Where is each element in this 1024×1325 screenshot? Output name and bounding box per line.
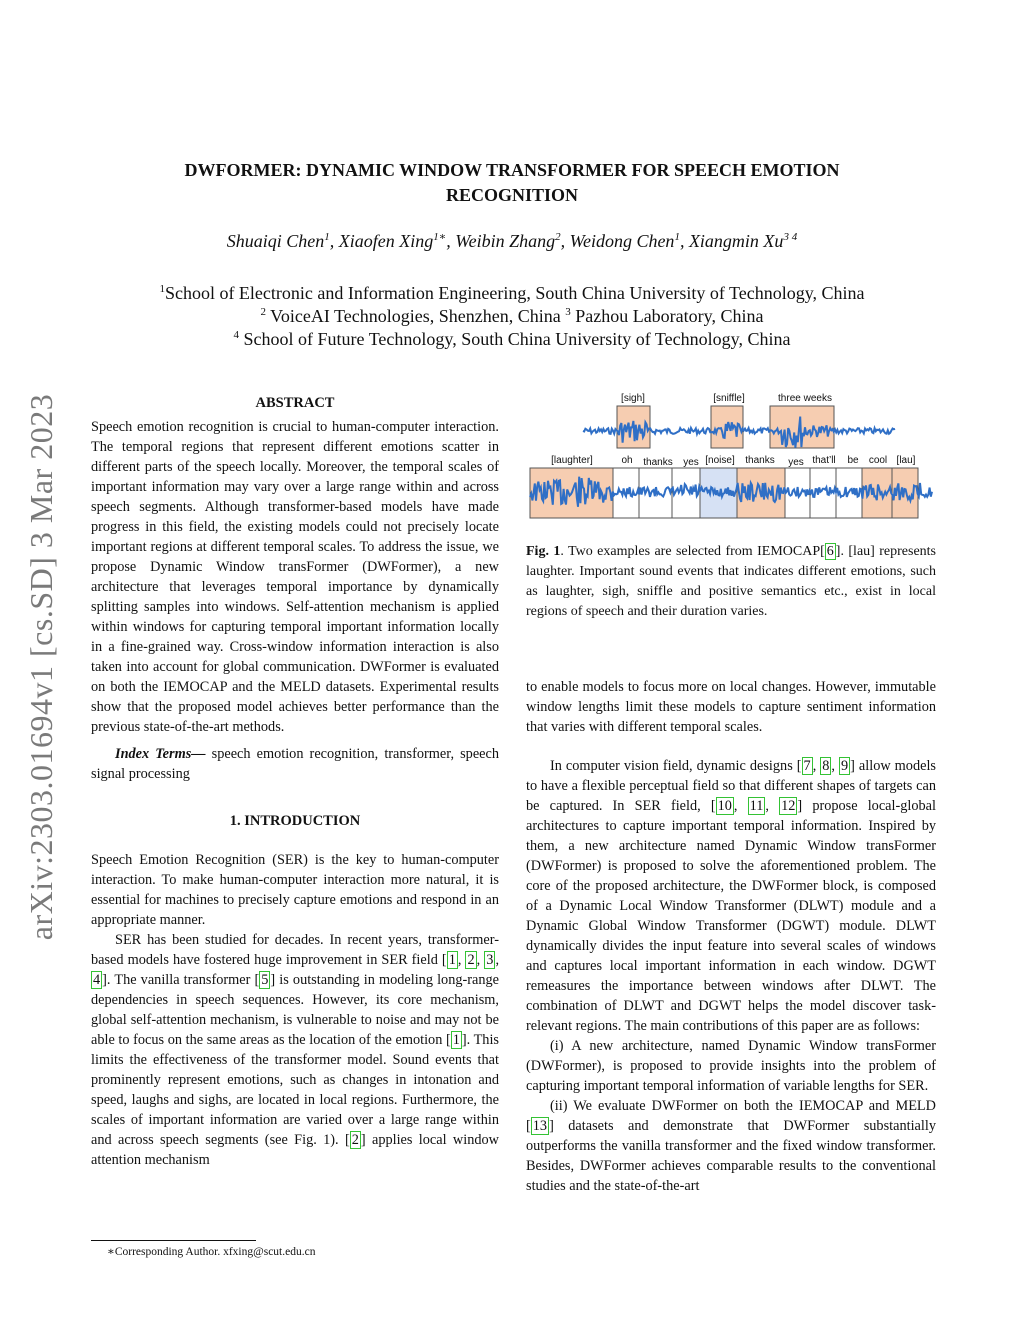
abstract-heading: ABSTRACT xyxy=(255,395,335,411)
label-cool: cool xyxy=(868,455,888,466)
intro-paragraph-1: Speech Emotion Recognition (SER) is the key to human-computer interaction. To make human-computer interaction more natural, it is essential for machines to precisely capture emotions and respond in an appropriate manner. xyxy=(91,852,499,928)
citation-link[interactable]: 6 xyxy=(826,544,834,559)
figure-1-waveforms xyxy=(525,388,937,522)
citation-link[interactable]: 2 xyxy=(467,952,475,968)
citation-link[interactable]: 5 xyxy=(261,972,269,988)
footnote-rule xyxy=(91,1240,256,1241)
figure-caption: Fig. 1. Two examples are selected from IEMOCAP[ 6 ]. [lau] represents laughter. Important sound events that indicates different emotions, such as laughter, sigh, sniffle and positive semantics etc., exist in local regions of speech and their duration varies. xyxy=(526,544,936,619)
footnote: ∗Corresponding Author. xfxing@scut.edu.cn xyxy=(107,1246,316,1258)
affiliation-1: $^1$School of Electronic and Information Engineering, South China University of Technology, China xyxy=(159,283,865,303)
paper-title xyxy=(100,158,924,208)
label-laughter: [laughter] xyxy=(551,455,593,466)
abstract-text: Speech emotion recognition is crucial to human-computer interaction. The temporal regions that represent different emotions scatter in different parts of the speech locally. Moreover, the temporal scales of important information may vary over a large range within and across speech segments. Although transformer-based models have made progress in this field, the existing models could not precisely locate important regions at different temporal scales. To address the issue, we propose Dynamic Window transFormer (DWFormer), a new architecture that leverages temporal importance by dynamically splitting samples into windows. Self-attention mechanism is applied within windows for capturing temporal important information locally in a fine-grained way. Cross-window information interaction is also taken into account for global communication. DWFormer is evaluated on both the IEMOCAP and the MELD datasets. Experimental results show that the proposed model achieves better performance than the previous state-of-the-art methods. xyxy=(91,419,499,735)
citation-link[interactable]: 2 xyxy=(351,1132,359,1148)
citation-link[interactable]: 9 xyxy=(841,758,849,774)
citation-link[interactable]: 13 xyxy=(532,1118,548,1134)
label-thanks-2: thanks xyxy=(745,455,775,466)
label-noise: [noise] xyxy=(705,455,735,466)
author-name: Xiangmin Xu xyxy=(688,231,784,251)
index-terms: Index Terms— speech emotion recognition, transformer, speech signal processing xyxy=(91,746,499,782)
citation-link[interactable]: 8 xyxy=(822,758,830,774)
affiliation-2-3: $^2$ VoiceAI Technologies, Shenzhen, China $^3$ Pazhou Laboratory, China xyxy=(260,306,764,326)
author-name: Weidong Chen xyxy=(569,231,675,251)
left-column xyxy=(91,393,499,1170)
citation-link[interactable]: 1 xyxy=(452,1032,460,1048)
label-lau: [lau] xyxy=(896,455,916,466)
citation-link[interactable]: 10 xyxy=(717,798,732,814)
citation-link[interactable]: 7 xyxy=(803,758,811,774)
citation-link[interactable]: 1 xyxy=(448,952,456,968)
affiliation-4: $^4$ School of Future Technology, South China University of Technology, China xyxy=(233,329,791,349)
title-line-1: DWFORMER: DYNAMIC WINDOW TRANSFORMER FOR SPEECH EMOTION xyxy=(184,160,840,180)
label-be: be xyxy=(847,455,859,466)
right-paragraph-4: (ii) We evaluate DWFormer on both the IEMOCAP and MELD [ 13 ] datasets and demonstrate that DWFormer substantially outperforms the vanilla transformer and the fixed window transformer. Besides, DWFormer achieves comparable results to the conventional studies and the state-of-the-art xyxy=(526,1098,936,1194)
label-thanks: thanks xyxy=(643,457,673,468)
citation-link[interactable]: 12 xyxy=(781,798,796,814)
arxiv-identifier: arXiv:2303.01694v1 [cs.SD] 3 Mar 2023 xyxy=(23,393,59,941)
label-thatll: that’ll xyxy=(812,455,836,466)
label-yes: yes xyxy=(683,457,699,468)
author-name: Shuaiqi Chen xyxy=(226,231,325,251)
right-paragraph-1: to enable models to focus more on local changes. However, immutable window lengths limit these models to capture sentiment information that varies with different temporal scales. xyxy=(526,679,936,735)
right-column xyxy=(526,677,936,1196)
citation-link[interactable]: 4 xyxy=(93,972,101,988)
label-sigh: [sigh] xyxy=(621,393,645,404)
intro-heading: 1. INTRODUCTION xyxy=(229,813,361,829)
author-list: Shuaiqi Chen$^1$, Xiaofen Xing$^{1∗}$, Weibin Zhang$^2$, Weidong Chen$^1$, Xiangmin $Xu^{3 4}$ xyxy=(226,231,798,251)
label-oh: oh xyxy=(621,455,633,466)
right-paragraph-2: In computer vision field, dynamic designs [ 7 , 8 , 9 ] allow models to have a flexible perceptual field so that different shapes of targets can be captured. In SER field, [ 10 , 11 , 12 ] propose local-global architectures to capture important temporal information. Inspired by them, a new architecture named Dynamic Window transFormer (DWFormer) is proposed to solve the aforementioned problem. The core of the proposed architecture, the DWFormer block, is composed of a Dynamic Local Window Transformer (DLWT) module and a Dynamic Global Window Transformer (DGWT) module. DLWT dynamically divides the input feature into several scales of windows and captures local important information in each window. DGWT remeasures the importance between windows after DLWT. The combination of DLWT and DGWT helps the model discover task-relevant regions. The main contributions of this paper are as follows: xyxy=(526,758,936,1034)
label-three-weeks: three weeks xyxy=(778,393,832,404)
citation-link[interactable]: 3 xyxy=(486,952,494,968)
author-name: Weibin Zhang xyxy=(455,231,556,251)
title-line-2: RECOGNITION xyxy=(445,185,579,205)
right-paragraph-3: (i) A new architecture, named Dynamic Window transFormer (DWFormer), is proposed to provide insights into the problem of capturing important temporal information of variable lengths for SER. xyxy=(526,1038,936,1094)
intro-paragraph-2: SER has been studied for decades. In recent years, transformer-based models have fostered huge improvement in SER field [ 1 , 2 , 3 , 4 ]. The vanilla transformer [ 5 ] is outstanding in modeling long-range dependencies in speech sequences. However, its core mechanism, global self-attention mechanism, is vulnerable to noise and may not be able to focus on the same areas as the location of the emotion [ 1 ]. This limits the effectiveness of the transformer model. Sound events that prominently represent emotions, such as changes in intonation and speed, laughs and sighs, are located in local regions. Furthermore, the scales of important information are varied over a large range within and across speech segments (see Fig. 1). [ 2 ] applies local window attention mechanism xyxy=(91,932,500,1168)
author-name: Xiaofen Xing xyxy=(338,231,434,251)
citation-link[interactable]: 11 xyxy=(749,798,764,814)
label-sniffle: [sniffle] xyxy=(713,393,745,404)
label-yes-2: yes xyxy=(788,457,804,468)
